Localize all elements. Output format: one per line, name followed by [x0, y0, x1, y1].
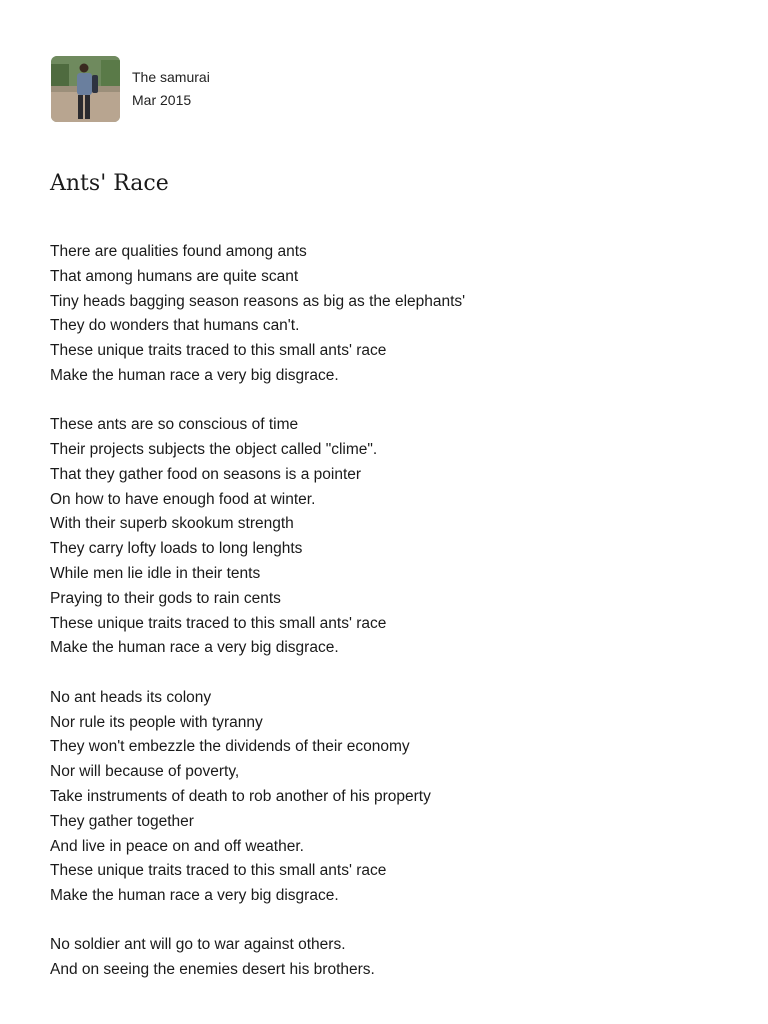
- poem-stanza: [50, 240, 740, 389]
- poem-line: On how to have enough food at winter.: [50, 490, 316, 508]
- author-name[interactable]: The samurai: [132, 69, 210, 85]
- poem-line: No soldier ant will go to war against others.: [50, 936, 346, 954]
- poem-line: These unique traits traced to this small ants' race: [50, 342, 387, 360]
- poem-line: They do wonders that humans can't.: [50, 317, 300, 335]
- author-meta: [132, 56, 210, 112]
- poem-line: And live in peace on and off weather.: [50, 837, 304, 855]
- poem-line: Make the human race a very big disgrace.: [50, 887, 339, 905]
- poem-line: With their superb skookum strength: [50, 515, 294, 533]
- poem-line: Nor will because of poverty,: [50, 763, 240, 781]
- poem-line: Nor rule its people with tyranny: [50, 713, 263, 731]
- poem-line: They won't embezzle the dividends of their economy: [50, 738, 410, 756]
- poem-line: Tiny heads bagging season reasons as big as the elephants': [50, 292, 466, 310]
- poem-line: Make the human race a very big disgrace.: [50, 639, 339, 657]
- poem-stanza: [50, 686, 740, 909]
- poem-stanza: [50, 933, 740, 983]
- poem-line: There are qualities found among ants: [50, 243, 307, 260]
- poem-body: [50, 240, 740, 1008]
- poem-stanza: [50, 413, 740, 661]
- poem-line: And on seeing the enemies desert his brothers.: [50, 961, 375, 979]
- poem-line: These unique traits traced to this small ants' race: [50, 862, 387, 880]
- poem-line: Make the human race a very big disgrace.: [50, 366, 339, 384]
- poem-line: They carry lofty loads to long lenghts: [50, 540, 303, 558]
- poem-line: No ant heads its colony: [50, 688, 212, 706]
- author-avatar[interactable]: [51, 56, 120, 122]
- document-title: Ants' Race: [50, 171, 169, 196]
- poem-line: That they gather food on seasons is a pointer: [50, 465, 362, 483]
- publish-date: Mar 2015: [132, 92, 192, 108]
- poem-line: Praying to their gods to rain cents: [50, 589, 281, 607]
- poem-line: These ants are so conscious of time: [50, 416, 299, 434]
- poem-line: Their projects subjects the object called "clime".: [50, 441, 378, 459]
- poem-line: That among humans are quite scant: [50, 267, 299, 285]
- author-info: [51, 56, 210, 122]
- poem-line: While men lie idle in their tents: [50, 565, 261, 583]
- poem-line: Take instruments of death to rob another of his property: [50, 787, 431, 805]
- poem-line: They gather together: [50, 812, 194, 830]
- poem-line: These unique traits traced to this small ants' race: [50, 614, 387, 632]
